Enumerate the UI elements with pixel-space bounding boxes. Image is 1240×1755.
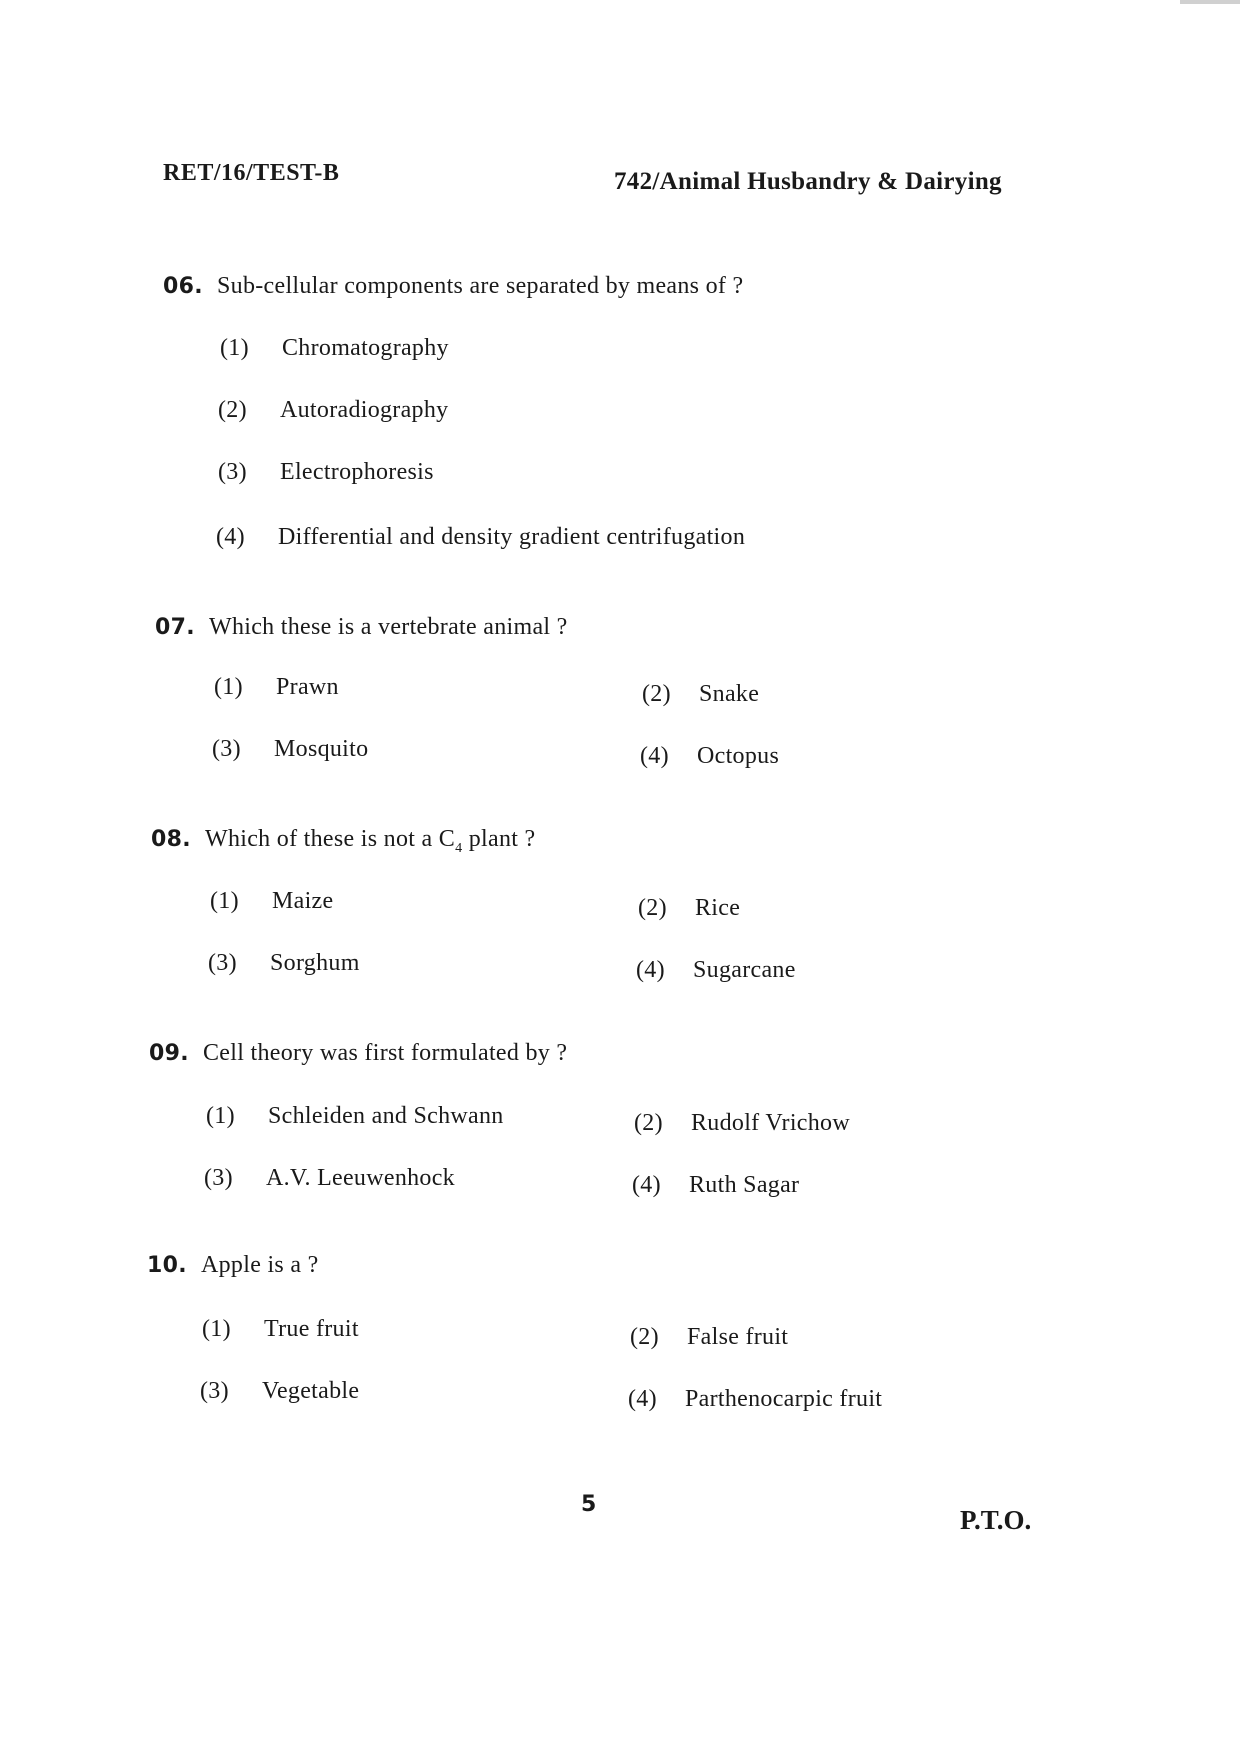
option-text: Octopus (697, 743, 780, 769)
option-text: Schleiden and Schwann (268, 1103, 504, 1129)
question-09 (149, 1040, 567, 1067)
option-10-2[interactable] (630, 1324, 788, 1351)
option-10-4[interactable] (628, 1386, 882, 1413)
option-text: Sorghum (270, 950, 360, 976)
option-number: (3) (212, 736, 241, 762)
option-08-3[interactable] (208, 950, 360, 977)
question-07 (155, 614, 568, 641)
please-turn-over: P.T.O. (960, 1505, 1032, 1535)
option-number: (3) (208, 950, 237, 976)
option-number: (2) (634, 1110, 663, 1136)
option-text: Electrophoresis (280, 459, 434, 485)
option-text: Chromatography (282, 335, 449, 361)
question-08 (151, 826, 535, 857)
option-text: Prawn (276, 674, 339, 700)
option-09-4[interactable] (632, 1172, 799, 1199)
option-number: (4) (216, 524, 245, 550)
option-07-2[interactable] (642, 681, 759, 708)
question-text: Sub-cellular components are separated by means of ? (217, 273, 744, 299)
option-number: (2) (638, 895, 667, 921)
option-text: False fruit (687, 1324, 789, 1350)
question-number: 06. (163, 274, 203, 299)
option-number: (1) (202, 1316, 231, 1342)
option-number: (4) (640, 743, 669, 769)
option-text: Differential and density gradient centrifugation (278, 524, 746, 550)
option-text: Parthenocarpic fruit (685, 1386, 883, 1412)
option-09-3[interactable] (204, 1165, 455, 1192)
option-10-3[interactable] (200, 1378, 359, 1405)
option-10-1[interactable] (202, 1316, 359, 1343)
option-text: Autoradiography (280, 397, 449, 423)
option-number: (1) (210, 888, 239, 914)
option-text: Rudolf Vrichow (691, 1110, 850, 1136)
option-number: (4) (632, 1172, 661, 1198)
option-number: (4) (628, 1386, 657, 1412)
option-08-1[interactable] (210, 888, 333, 915)
option-number: (2) (642, 681, 671, 707)
question-10 (147, 1252, 319, 1279)
question-number: 08. (151, 827, 191, 852)
subscript-4: 4 (455, 840, 463, 856)
option-number: (4) (636, 957, 665, 983)
question-number: 10. (147, 1253, 187, 1278)
option-09-1[interactable] (206, 1103, 504, 1130)
option-08-2[interactable] (638, 895, 740, 922)
option-number: (1) (220, 335, 249, 361)
question-text: Apple is a ? (201, 1252, 319, 1278)
page-number: 5 (581, 1492, 597, 1517)
option-text: Snake (699, 681, 760, 707)
option-number: (1) (206, 1103, 235, 1129)
question-number: 09. (149, 1041, 189, 1066)
question-06 (163, 273, 743, 300)
option-number: (3) (218, 459, 247, 485)
option-number: (1) (214, 674, 243, 700)
subject-title: 742/Animal Husbandry & Dairying (614, 168, 1002, 195)
option-text: Sugarcane (693, 957, 796, 983)
option-text: Ruth Sagar (689, 1172, 800, 1198)
option-06-3[interactable] (218, 459, 434, 486)
question-number: 07. (155, 615, 195, 640)
option-number: (2) (218, 397, 247, 423)
question-text: Cell theory was first formulated by ? (203, 1040, 568, 1066)
option-number: (3) (204, 1165, 233, 1191)
option-text: Maize (272, 888, 334, 914)
option-text: Vegetable (262, 1378, 360, 1404)
option-text: A.V. Leeuwenhock (266, 1165, 455, 1191)
option-text: True fruit (264, 1316, 359, 1342)
option-06-2[interactable] (218, 397, 448, 424)
question-text: Which these is a vertebrate animal ? (209, 614, 568, 640)
option-06-4[interactable] (216, 524, 745, 551)
question-text-end: plant ? (462, 826, 536, 852)
option-number: (2) (630, 1324, 659, 1350)
option-07-4[interactable] (640, 743, 779, 770)
option-06-1[interactable] (220, 335, 449, 362)
option-09-2[interactable] (634, 1110, 850, 1137)
option-number: (3) (200, 1378, 229, 1404)
paper-code: RET/16/TEST-B (163, 160, 340, 186)
option-text: Rice (695, 895, 741, 921)
option-08-4[interactable] (636, 957, 796, 984)
option-07-3[interactable] (212, 736, 368, 763)
option-text: Mosquito (274, 736, 369, 762)
scan-mark (1180, 0, 1240, 4)
question-text: Which of these is not a C (205, 826, 456, 852)
option-07-1[interactable] (214, 674, 339, 701)
